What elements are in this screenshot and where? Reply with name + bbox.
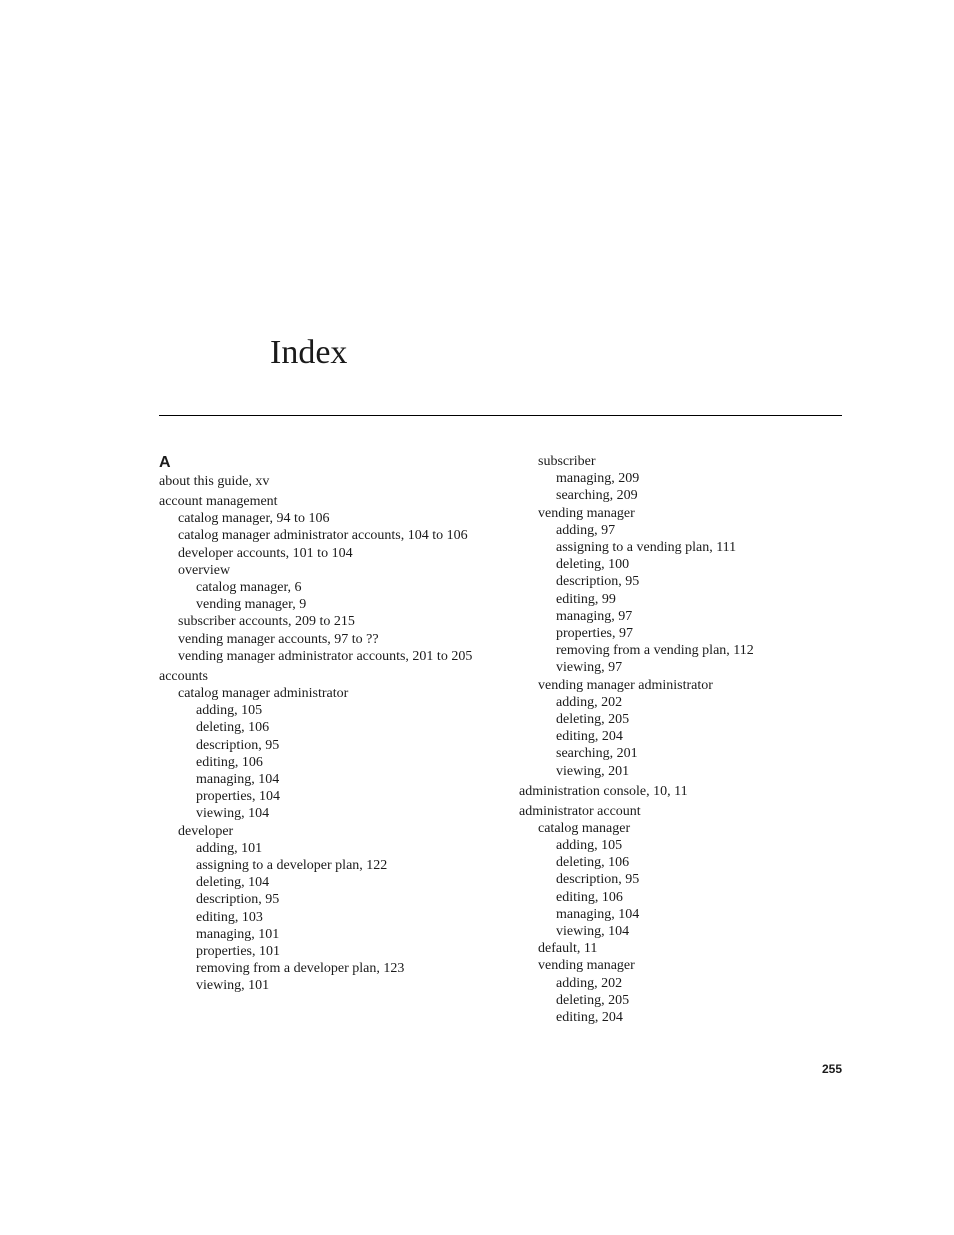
page-title: Index (270, 334, 348, 371)
index-entry: editing, 106 (556, 889, 623, 905)
index-entry: properties, 101 (196, 944, 280, 960)
index-entry: developer accounts, 101 to 104 (178, 545, 353, 561)
index-entry: catalog manager, 6 (196, 580, 302, 596)
index-entry: removing from a developer plan, 123 (196, 961, 405, 977)
index-entry: viewing, 101 (196, 978, 270, 994)
index-entry: adding, 105 (556, 838, 623, 854)
index-entry: catalog manager administrator (178, 686, 349, 702)
index-entry: searching, 201 (556, 746, 638, 762)
index-entry: viewing, 201 (556, 763, 630, 779)
index-entry: properties, 97 (556, 626, 633, 642)
index-entry: vending manager administrator accounts, 201 to 205 (178, 648, 473, 664)
index-column-right (519, 453, 849, 1026)
index-entry: assigning to a developer plan, 122 (196, 858, 388, 874)
index-entry: managing, 104 (196, 772, 280, 788)
index-entry: viewing, 104 (556, 924, 630, 940)
index-entry: editing, 103 (196, 909, 263, 925)
index-entry: managing, 209 (556, 471, 640, 487)
index-entry: subscriber (538, 454, 596, 469)
index-entry: editing, 204 (556, 1010, 623, 1026)
index-entry: viewing, 104 (196, 806, 270, 822)
index-entry: subscriber accounts, 209 to 215 (178, 614, 355, 630)
index-entry: catalog manager, 94 to 106 (178, 511, 330, 527)
index-entry: adding, 202 (556, 975, 623, 991)
index-entry: account management (159, 494, 278, 509)
index-entry: adding, 105 (196, 703, 263, 719)
index-entries-right (519, 453, 849, 1026)
page-number: 255 (821, 1062, 842, 1076)
index-entry: accounts (159, 668, 208, 684)
index-entry: assigning to a vending plan, 111 (556, 540, 737, 556)
index-entry: description, 95 (556, 574, 640, 590)
index-entry: editing, 106 (196, 754, 263, 770)
index-entry: editing, 99 (556, 591, 616, 607)
index-entry: editing, 204 (556, 729, 623, 745)
index-entry: developer (178, 823, 234, 839)
index-entry: description, 95 (196, 892, 280, 908)
index-entry: adding, 97 (556, 522, 616, 538)
index-entry: deleting, 106 (556, 855, 630, 871)
index-entry: default, 11 (538, 941, 598, 957)
index-entry: deleting, 205 (556, 992, 630, 1008)
index-entry: about this guide, xv (159, 474, 270, 489)
index-entry: properties, 104 (196, 789, 280, 805)
index-entry: viewing, 97 (556, 660, 623, 676)
index-entries-left (159, 473, 489, 995)
index-entry: catalog manager (538, 820, 631, 836)
index-entry: overview (178, 562, 231, 578)
index-entry: description, 95 (196, 737, 280, 753)
index-entry: vending manager administrator (538, 677, 713, 693)
section-letter: A (159, 454, 171, 471)
index-entry: administration console, 10, 11 (519, 783, 688, 799)
index-entry: removing from a vending plan, 112 (556, 643, 754, 659)
index-entry: deleting, 104 (196, 875, 270, 891)
index-entry: vending manager accounts, 97 to ?? (178, 631, 379, 647)
title-divider (159, 415, 842, 416)
index-entry: administrator account (519, 803, 641, 819)
index-entry: managing, 101 (196, 926, 280, 942)
index-entry: deleting, 106 (196, 720, 270, 736)
index-entry: catalog manager administrator accounts, 104 to 106 (178, 528, 468, 544)
index-entry: vending manager (538, 958, 635, 974)
index-entry: vending manager, 9 (196, 597, 307, 613)
index-entry: managing, 104 (556, 906, 640, 922)
index-entry: managing, 97 (556, 608, 633, 624)
index-entry: deleting, 100 (556, 557, 630, 573)
index-entry: adding, 101 (196, 840, 263, 856)
index-entry: searching, 209 (556, 488, 638, 504)
index-entry: adding, 202 (556, 694, 623, 710)
index-column-left (159, 453, 489, 995)
index-entry: deleting, 205 (556, 712, 630, 728)
index-entry: vending manager (538, 505, 635, 521)
index-entry: description, 95 (556, 872, 640, 888)
